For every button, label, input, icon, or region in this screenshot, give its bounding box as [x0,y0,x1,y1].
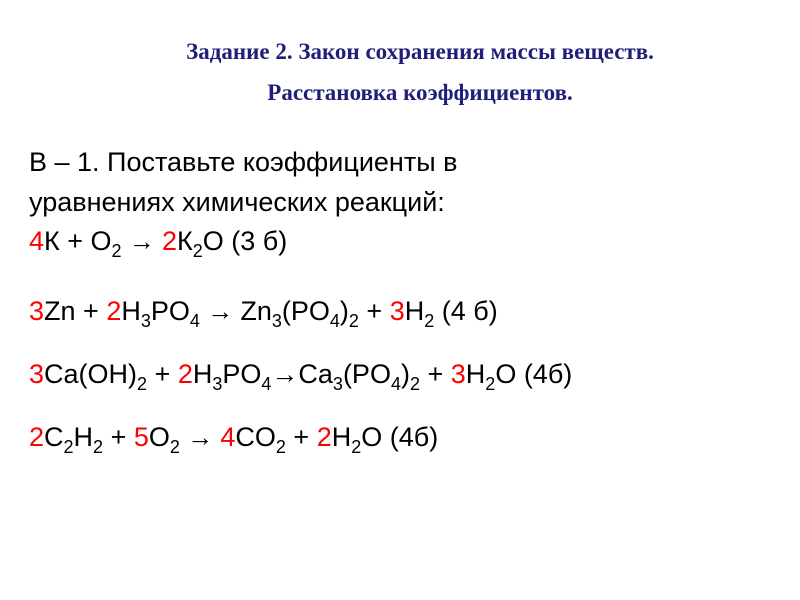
formula-text: PO [222,359,262,389]
coefficient: 2 [162,226,178,256]
formula-text: H [73,422,94,452]
formula-text: + [147,359,178,389]
coefficient: 3 [29,359,45,389]
formula-text: Zn [240,296,272,326]
task-instruction-line1: В – 1. Поставьте коэффициенты в [29,147,458,177]
task-instruction-line2: уравнениях химических реакций: [29,187,445,217]
formula-text: К + О [44,226,112,256]
formula-text: H [331,422,352,452]
subscript: 4 [390,374,401,394]
formula-text: O (4б) [495,359,573,389]
slide-title-line2: Расстановка коэффициентов. [267,80,573,105]
formula-text: H [121,296,141,326]
subscript: 2 [424,311,435,331]
coefficient: 4 [220,422,236,452]
equation-2 [29,296,498,331]
formula-text: (4 б) [434,296,498,326]
formula-text: Zn + [44,296,107,326]
subscript: 2 [192,241,203,261]
coefficient: 3 [389,296,405,326]
formula-text: O (4б) [361,422,439,452]
formula-text: H [192,359,213,389]
formula-text: ) [400,359,410,389]
formula-text: ) [339,296,349,326]
subscript: 2 [351,437,362,457]
formula-text: О (3 б) [202,226,288,256]
coefficient: 5 [133,422,149,452]
subscript: 4 [261,374,272,394]
formula-text: C [44,422,64,452]
formula-text: + [103,422,134,452]
subscript: 2 [137,374,148,394]
subscript: 3 [332,374,343,394]
coefficient: 3 [450,359,466,389]
equation-4 [29,422,439,457]
subscript: 2 [275,437,286,457]
formula-text: Ca(OH) [44,359,138,389]
coefficient: 2 [106,296,122,326]
formula-text: + [358,296,390,326]
subscript: 2 [63,437,74,457]
subscript: 2 [93,437,104,457]
equation-3 [29,359,573,394]
formula-text: (PO [281,296,330,326]
equation-1 [29,226,288,261]
formula-text: O [148,422,170,452]
formula-text: H [404,296,425,326]
subscript: 3 [271,311,282,331]
subscript: 2 [111,241,122,261]
slide-title-line1: Задание 2. Закон сохранения массы веществ. [186,39,654,64]
coefficient: 2 [29,422,45,452]
subscript: 2 [409,374,420,394]
formula-text: + [419,359,451,389]
subscript: 3 [140,311,151,331]
reaction-arrow: → [199,296,241,326]
subscript: 2 [485,374,496,394]
formula-text: CO [235,422,276,452]
subscript: 4 [189,311,200,331]
formula-text: →Ca [271,359,333,389]
reaction-arrow: → [121,226,162,256]
subscript: 4 [329,311,340,331]
reaction-arrow: → [179,422,221,452]
coefficient: 2 [177,359,193,389]
formula-text: H [465,359,486,389]
formula-text: (PO [342,359,391,389]
subscript: 2 [169,437,180,457]
formula-text: К [177,226,193,256]
coefficient: 4 [29,226,45,256]
coefficient: 3 [29,296,45,326]
formula-text: PO [150,296,190,326]
coefficient: 2 [316,422,332,452]
formula-text: + [285,422,317,452]
subscript: 2 [348,311,359,331]
subscript: 3 [212,374,223,394]
